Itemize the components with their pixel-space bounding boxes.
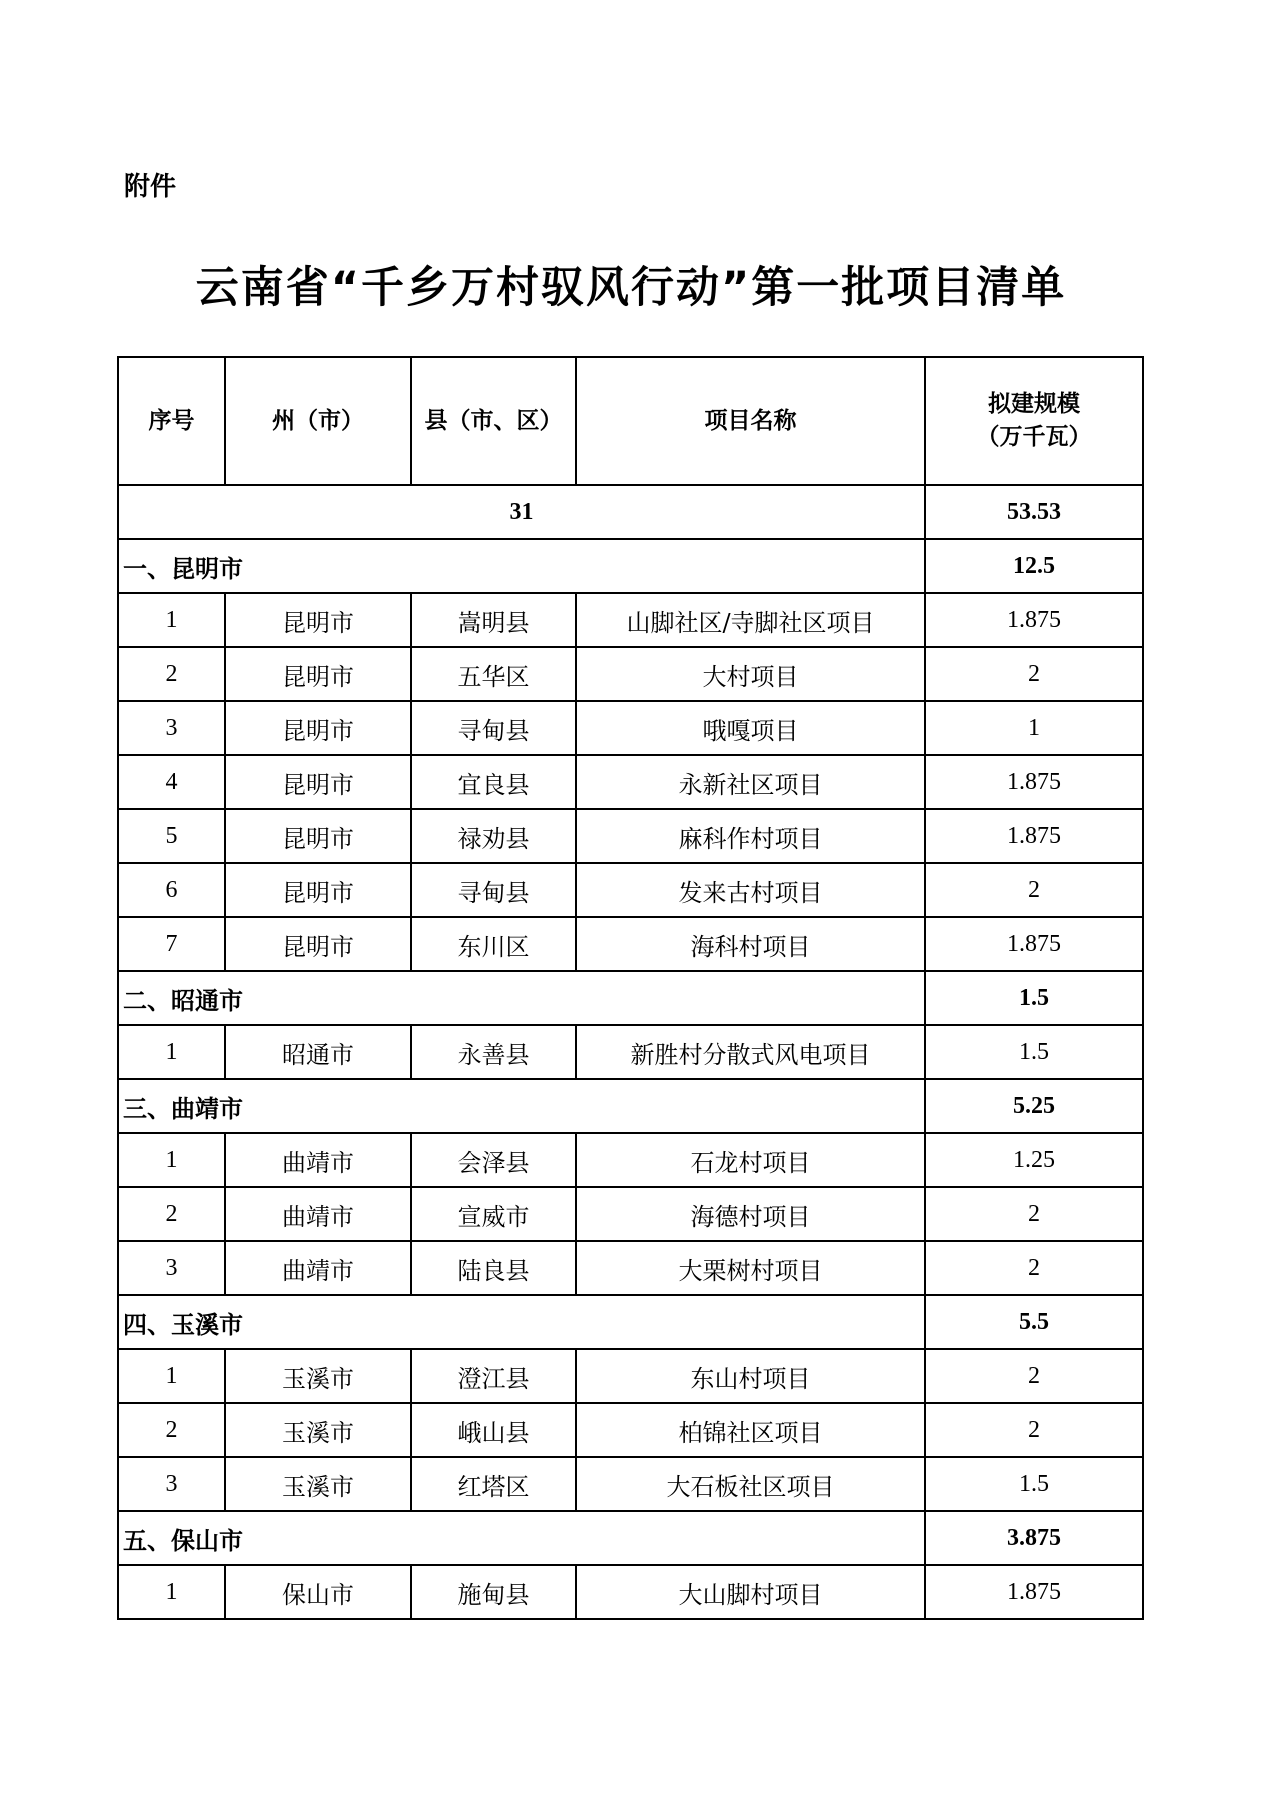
group-name: 二、昭通市 [118, 971, 925, 1025]
row-project: 发来古村项目 [576, 863, 925, 917]
table-row [118, 1403, 1143, 1457]
row-index: 1 [118, 1349, 225, 1403]
row-project: 海科村项目 [576, 917, 925, 971]
group-row [118, 1079, 1143, 1133]
row-scale: 2 [925, 1241, 1143, 1295]
row-project: 山脚社区/寺脚社区项目 [576, 593, 925, 647]
header-row [118, 357, 1143, 485]
row-scale: 2 [925, 647, 1143, 701]
row-project: 大山脚村项目 [576, 1565, 925, 1619]
row-index: 2 [118, 1403, 225, 1457]
row-scale: 1.5 [925, 1457, 1143, 1511]
row-index: 1 [118, 1133, 225, 1187]
group-row [118, 539, 1143, 593]
row-project: 大村项目 [576, 647, 925, 701]
row-county: 禄劝县 [411, 809, 576, 863]
table-row [118, 1025, 1143, 1079]
table-row [118, 1187, 1143, 1241]
row-prefecture: 玉溪市 [225, 1349, 411, 1403]
table-row [118, 1241, 1143, 1295]
page-title: 云南省“千乡万村驭风行动”第一批项目清单 [195, 263, 1067, 313]
row-prefecture: 昆明市 [225, 593, 411, 647]
row-county: 峨山县 [411, 1403, 576, 1457]
row-county: 寻甸县 [411, 701, 576, 755]
row-county: 永善县 [411, 1025, 576, 1079]
group-scale: 1.5 [925, 971, 1143, 1025]
table-row [118, 1349, 1143, 1403]
table-row [118, 809, 1143, 863]
row-index: 1 [118, 1025, 225, 1079]
table-row [118, 647, 1143, 701]
table-row [118, 755, 1143, 809]
row-county: 五华区 [411, 647, 576, 701]
row-scale: 1.875 [925, 917, 1143, 971]
row-index: 3 [118, 701, 225, 755]
table-row [118, 1457, 1143, 1511]
row-prefecture: 玉溪市 [225, 1457, 411, 1511]
row-county: 嵩明县 [411, 593, 576, 647]
row-scale: 1.5 [925, 1025, 1143, 1079]
row-index: 5 [118, 809, 225, 863]
row-index: 3 [118, 1457, 225, 1511]
table-row [118, 701, 1143, 755]
group-scale: 12.5 [925, 539, 1143, 593]
row-index: 2 [118, 647, 225, 701]
row-project: 大石板社区项目 [576, 1457, 925, 1511]
row-scale: 1.875 [925, 1565, 1143, 1619]
total-row [118, 485, 1143, 539]
row-county: 会泽县 [411, 1133, 576, 1187]
group-row [118, 1295, 1143, 1349]
row-project: 大栗树村项目 [576, 1241, 925, 1295]
project-table [117, 356, 1144, 1620]
row-scale: 1 [925, 701, 1143, 755]
row-project: 永新社区项目 [576, 755, 925, 809]
row-scale: 2 [925, 1349, 1143, 1403]
row-county: 澄江县 [411, 1349, 576, 1403]
row-index: 2 [118, 1187, 225, 1241]
table-row [118, 1133, 1143, 1187]
row-index: 4 [118, 755, 225, 809]
row-scale: 1.875 [925, 593, 1143, 647]
header-scale [925, 357, 1143, 485]
row-prefecture: 昆明市 [225, 917, 411, 971]
group-row [118, 1511, 1143, 1565]
row-project: 海德村项目 [576, 1187, 925, 1241]
row-prefecture: 曲靖市 [225, 1133, 411, 1187]
row-prefecture: 曲靖市 [225, 1187, 411, 1241]
row-scale: 2 [925, 1187, 1143, 1241]
table-row [118, 1565, 1143, 1619]
group-scale: 5.5 [925, 1295, 1143, 1349]
header-prefecture: 州（市） [225, 357, 411, 485]
row-prefecture: 昆明市 [225, 809, 411, 863]
row-scale: 1.875 [925, 755, 1143, 809]
row-scale: 1.875 [925, 809, 1143, 863]
row-project: 石龙村项目 [576, 1133, 925, 1187]
group-name: 四、玉溪市 [118, 1295, 925, 1349]
header-county: 县（市、区） [411, 357, 576, 485]
table-row [118, 863, 1143, 917]
row-county: 东川区 [411, 917, 576, 971]
row-county: 宜良县 [411, 755, 576, 809]
row-index: 7 [118, 917, 225, 971]
row-county: 陆良县 [411, 1241, 576, 1295]
row-prefecture: 昆明市 [225, 863, 411, 917]
row-project: 柏锦社区项目 [576, 1403, 925, 1457]
group-name: 三、曲靖市 [118, 1079, 925, 1133]
row-prefecture: 昆明市 [225, 647, 411, 701]
row-prefecture: 保山市 [225, 1565, 411, 1619]
table-row [118, 917, 1143, 971]
header-project: 项目名称 [576, 357, 925, 485]
header-scale-line1: 拟建规模 [988, 391, 1080, 417]
total-count: 31 [118, 485, 925, 539]
group-name: 五、保山市 [118, 1511, 925, 1565]
row-county: 红塔区 [411, 1457, 576, 1511]
row-index: 3 [118, 1241, 225, 1295]
row-index: 6 [118, 863, 225, 917]
row-scale: 2 [925, 1403, 1143, 1457]
total-scale: 53.53 [925, 485, 1143, 539]
row-county: 寻甸县 [411, 863, 576, 917]
row-prefecture: 曲靖市 [225, 1241, 411, 1295]
row-prefecture: 玉溪市 [225, 1403, 411, 1457]
row-project: 哦嘎项目 [576, 701, 925, 755]
row-index: 1 [118, 593, 225, 647]
row-scale: 1.25 [925, 1133, 1143, 1187]
row-prefecture: 昭通市 [225, 1025, 411, 1079]
group-scale: 5.25 [925, 1079, 1143, 1133]
group-row [118, 971, 1143, 1025]
row-index: 1 [118, 1565, 225, 1619]
table-row [118, 593, 1143, 647]
group-scale: 3.875 [925, 1511, 1143, 1565]
row-scale: 2 [925, 863, 1143, 917]
row-county: 宣威市 [411, 1187, 576, 1241]
row-prefecture: 昆明市 [225, 701, 411, 755]
attachment-label: 附件 [124, 172, 177, 202]
header-index: 序号 [118, 357, 225, 485]
group-name: 一、昆明市 [118, 539, 925, 593]
header-scale-line2: （万千瓦） [976, 424, 1092, 450]
row-project: 新胜村分散式风电项目 [576, 1025, 925, 1079]
row-prefecture: 昆明市 [225, 755, 411, 809]
row-project: 麻科作村项目 [576, 809, 925, 863]
row-project: 东山村项目 [576, 1349, 925, 1403]
row-county: 施甸县 [411, 1565, 576, 1619]
